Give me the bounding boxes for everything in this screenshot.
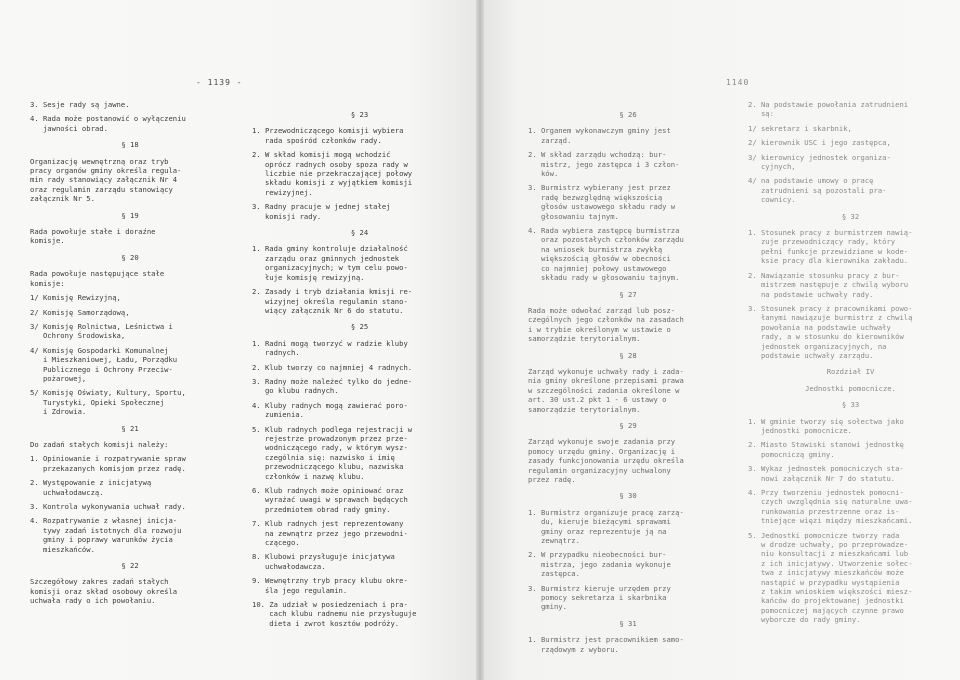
paragraph: 1. W gminie tworzy się sołectwa jako jednostki pomocnicze. [748, 416, 904, 435]
paragraph: 6. Klub radnych może opiniować oraz wyrażać uwagi w sprawach będących przedmiotem obrad rady gminy. [252, 486, 408, 514]
paragraph: 2. Występowanie z inicjatywą uchwałodawczą. [30, 478, 152, 497]
paragraph: 2/ Komisję Samorządową, [30, 307, 130, 317]
section-heading: § 28 [619, 350, 637, 360]
text-column [30, 100, 230, 611]
paragraph: 2. Klub tworzy co najmniej 4 radnych. [252, 362, 413, 372]
paragraph: 5. Jednostki pomocnicze tworzy rada w drodze uchwały, po przeprowadze- niu konsultacji z mieszkańcami lub z ich inicjatywy. Utworzenie sołec- twa z inicjatywy mieszkańców może nastąpić w przypadku wystąpienia z takim wnioskiem większości miesz- kańców do projektowanej jednostki pomocniczej mających czynne prawo wyborcze do rady gminy. [748, 530, 913, 625]
section-heading: § 19 [121, 210, 139, 220]
text-column [748, 100, 953, 630]
section-heading: Rozdział IV [826, 367, 875, 377]
section-heading: § 25 [350, 322, 369, 332]
paragraph: 1. Przewodniczącego komisji wybiera rada spośród członków rady. [252, 126, 404, 145]
paragraph: Rada może odwołać zarząd lub posz- czególnych jego członków na zasadach i w trybie określonym w ustawie o samorządzie terytorialnym. [528, 305, 684, 344]
paragraph: 1. Rada gminy kontroluje działalność zarządu oraz gminnych jednostek organizacyjnych; w tym celu powo- łuje komisję rewizyjną. [252, 244, 408, 282]
paragraph: 4. Rada może postanowić o wyłączeniu jawności obrad. [30, 114, 186, 133]
paragraph: 3. Radny może należeć tylko do jedne- go klubu radnych. [252, 376, 413, 396]
section-heading: § 18 [121, 140, 139, 150]
section-heading: § 33 [841, 400, 860, 410]
paragraph: 4. Rozpatrywanie z własnej inicja- tywy zadań istotnych dla rozwoju gminy i poprawy warunków życia mieszkańców. [30, 516, 182, 554]
paragraph: 2. Zasady i tryb działania kmisji re- wizyjnej określa regulamin stano- wiący załącznik Nr 6 do statutu. [252, 287, 413, 315]
page-number: - 1139 - [196, 78, 243, 87]
section-heading: § 29 [619, 420, 637, 430]
paragraph: 2. W skład komisji mogą wchodzić oprócz radnych osoby spoza rady w liczbie nie przekraczającej połowy składu komisji z wyjątkiem komisji rewizyjnej. [252, 150, 413, 197]
right-page [480, 0, 960, 680]
paragraph: 3. Sesje rady są jawne. [30, 100, 130, 109]
paragraph: 1/ Komisję Rewizyjną, [30, 293, 121, 303]
section-heading: Jednostki pomocnicze. [805, 383, 896, 393]
page-number: 1140 [726, 78, 750, 87]
paragraph: 2. W skład zarządu wchodzą: bur- mistrz, jego zastępca i 3 człon- ków. [528, 150, 680, 179]
paragraph: Rada powołuje stałe i doraźne komisje. [30, 227, 156, 246]
paragraph: 5. Klub radnych podlega rejestracji w rejestrze prowadzonym przez prze- wodniczącego rady, w którym wysz- czególnia się: nazwisko i imię przewodniczącego klubu, nazwiska członków i nazwę klubu. [252, 424, 413, 481]
paragraph: 4. Rada wybiera zastępcę burmistrza oraz pozostałych członków zarządu na wniosek burmistrza zwykłą większością głosów w obecności co najmniej połowy ustawowego składu rady w głosowaniu tajnym. [528, 226, 684, 283]
section-heading: § 30 [619, 491, 637, 501]
paragraph: 1. Organem wykonawczym gminy jest zarząd. [528, 126, 671, 145]
paragraph: Szczegółowy zakres zadań stałych komisji oraz skład osobowy określa uchwała rady o ich powołaniu. [30, 577, 178, 606]
section-heading: § 27 [619, 289, 637, 299]
paragraph: 4. Przy tworzeniu jednostek pomocni- czych uwzględnia się naturalne uwa- runkowania przestrzenne oraz is- tniejące więzi między mieszkańcami. [748, 488, 913, 526]
section-heading: § 23 [350, 110, 369, 119]
section-heading: § 24 [350, 228, 369, 238]
paragraph: 9. Wewnętrzny tryb pracy klubu okre- śla jego regulamin. [252, 576, 408, 595]
paragraph: 8. Klubowi przysługuje inicjatywa uchwałodawcza. [252, 552, 395, 571]
section-heading: § 26 [619, 110, 637, 119]
paragraph: 2. Miasto Stawiski stanowi jednostkę pomocniczą gminy. [748, 440, 904, 459]
paragraph: 1. Burmistrz jest pracownikiem samo- rządowym z wyboru. [528, 635, 684, 654]
paragraph: Organizację wewnętrzną oraz tryb pracy organów gminy określa regula- min rady stanowiący załącznik Nr 4 oraz regulamin zarządu stanowiący załącznik Nr 5. [30, 156, 182, 204]
paragraph: 5/ Komisję Oświaty, Kultury, Sportu, Turystyki, Opieki Społecznej i Zdrowia. [30, 388, 186, 417]
section-heading: § 31 [619, 618, 637, 628]
paragraph: 3. Burmistrz kieruje urzędem przy pomocy sekretarza i skarbnika gminy. [528, 583, 671, 612]
paragraph: Zarząd wykonuje uchwały rady i zada- nia gminy określone przepisami prawa w szczególności zadania określone w art. 30 ust.2 pkt 1 - 6 ustawy o samorządzie terytorialnym. [528, 366, 684, 414]
paragraph: 4/ Komisję Gospodarki Komunalnej i Mieszkaniowej, Ładu, Porządku Publicznego i Ochrony Przeciw- pożarowej, [30, 345, 178, 383]
paragraph: 10. Za udział w posiedzeniach i pra- cach klubu radnemu nie przysługuje dieta i zwrot kosztów podróży. [252, 600, 417, 628]
paragraph: 3. Wykaz jednostek pomocniczych sta- nowi załącznik Nr 7 do statutu. [748, 464, 904, 483]
paragraph: 3. Stosunek pracy z pracownikami powo- łanymi nawiązuje burmistrz z chwilą powołania na podstawie uchwały rady, a w stosunku do kierowników jednostek organizacyjnych, na podstawie uchwały zarządu. [748, 303, 913, 360]
section-heading: § 22 [121, 561, 139, 571]
paragraph: 2. W przypadku nieobecności bur- mistrza, jego zadania wykonuje zastępca. [528, 550, 671, 579]
paragraph: 7. Klub radnych jest reprezentowany na zewnątrz przez jego przewodni- czącego. [252, 519, 408, 548]
paragraph: 3. Radny pracuje w jednej stałej komisji rady. [252, 202, 391, 221]
paragraph: 1. Radni mogą tworzyć w radzie kluby radnych. [252, 338, 408, 358]
paragraph: 3. Kontrola wykonywania uchwał rady. [30, 502, 186, 511]
paragraph: Zarząd wykonuje swoje zadania przy pomocy urzędu gminy. Organizację i zasady funkcjonowania urzędu określa regulamin organizacyjny uchwalony przez radę. [528, 437, 684, 484]
section-heading: § 21 [121, 423, 139, 433]
paragraph: 4. Kluby radnych mogą zawierać poro- zumienia. [252, 400, 408, 420]
paragraph: Do zadań stałych komisji należy: [30, 439, 169, 449]
paragraph: 1. Burmistrz organizuje pracę zarzą- du, kieruje bieżącymi sprawami gminy oraz reprezentuje ją na zewnątrz. [528, 507, 684, 546]
paragraph: 2. Nawiązanie stosunku pracy z bur- mistrzem następuje z chwilą wyboru na podstawie uchwały rady. [748, 270, 909, 299]
paragraph: 1. Stosunek pracy z burmistrzem nawią- zuje przewodniczący rady, który pełni funkcje przewidziane w kode- ksie pracy dla kierownika zakładu. [748, 228, 913, 266]
paragraph: 4/ na podstawie umowy o pracę zatrudnieni są pozostali pra- cownicy. [748, 176, 887, 205]
paragraph: 3. Burmistrz wybierany jest przez radę bezwzględną większością głosów ustawowego składu rady w głosowaniu tajnym. [528, 183, 676, 221]
section-heading: § 20 [121, 252, 139, 262]
text-column [252, 103, 467, 633]
paragraph: 1/ sekretarz i skarbnik, [748, 123, 852, 133]
paragraph: 3/ kierownicy jednostek organiza- cyjnych, [748, 152, 891, 172]
paragraph: Rada powołuje następujące stałe komisje: [30, 269, 165, 288]
paragraph: 2. Na podstawie powołania zatrudnieni są: [748, 100, 909, 119]
section-heading: § 32 [841, 211, 860, 221]
paragraph: 1. Opiniowanie i rozpatrywanie spraw przekazanych komisjom przez radę. [30, 454, 186, 473]
book-spine [476, 0, 484, 680]
paragraph: 3/ Komisję Rolnictwa, Leśnictwa i Ochrony Środowiska, [30, 321, 173, 341]
paragraph: 2/ kierownik USC i jego zastępca, [748, 138, 891, 148]
text-column [528, 103, 728, 659]
